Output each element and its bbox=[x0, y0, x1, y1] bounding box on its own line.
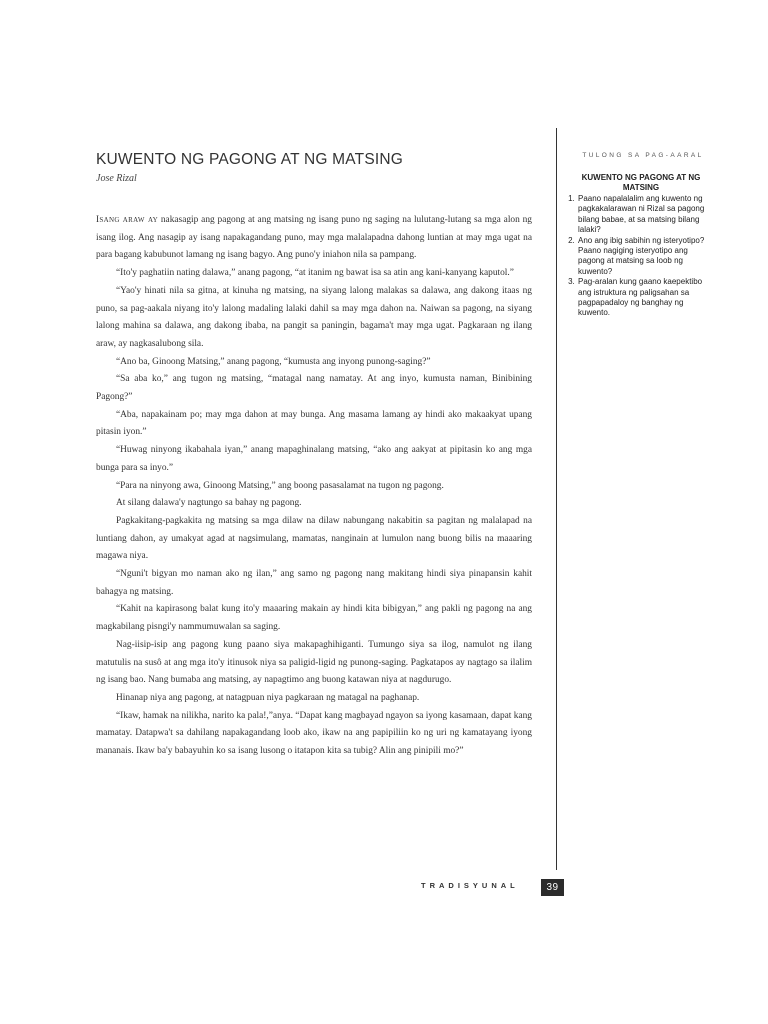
column-divider bbox=[556, 128, 557, 870]
story-paragraph: Hinanap niya ang pagong, at natagpuan niya pagkaraan ng matagal na paghanap. bbox=[116, 692, 420, 703]
story-paragraph: Nag-iisip-isip ang pagong kung paano siya makapaghihiganti. Tumungo siya sa ilog, namulot ng ilang matutulis na susô at ang mga ito'y itinusok niya sa paligid-ligid ng punong-saging. Pagkatapos ay nagtago sa ilalim ng isang bao. Nang bumaba ang matsing, ay napagtimo ang buong katawan niya at nagdurugo. bbox=[96, 639, 532, 686]
sidebar-label: TULONG SA PAG-AARAL bbox=[582, 152, 704, 159]
main-column bbox=[96, 151, 532, 761]
story-paragraph: “Ano ba, Ginoong Matsing,” anang pagong, “kumusta ang inyong punong-saging?” bbox=[116, 356, 431, 367]
first-paragraph-text: nakasagip ang pagong at ang matsing ng isang puno ng saging na lulutang-lutang sa mga alon ng isang ilog. Ang nasagip ay isang napakagandang puno, may mga malalapadna dahong luntian at may mga ugat na para bagang kabubunot lamang ng isang bagyo. Ang puno'y iniahon nila sa pampang. bbox=[96, 215, 532, 261]
question-item: 1. Paano napalalalim ang kuwento ng pagkakalarawan ni Rizal sa pagong bilang babae, at sa matsing bilang lalaki? bbox=[577, 194, 713, 236]
footer-section-label: TRADISYUNAL bbox=[421, 881, 519, 890]
story-paragraph: “Ito'y paghatiin nating dalawa,” anang pagong, “at itanim ng bawat isa sa atin ang kani-kanyang kaputol.” bbox=[116, 268, 514, 279]
story-title: KUWENTO NG PAGONG AT NG MATSING bbox=[96, 151, 404, 168]
story-paragraph: “Para na ninyong awa, Ginoong Matsing,” ang boong pasasalamat na tugon ng pagong. bbox=[116, 480, 444, 491]
page-number: 39 bbox=[541, 879, 564, 896]
drop-lead: Isang araw ay bbox=[96, 215, 159, 225]
question-item: 3. Pag-aralan kung gaano kaepektibo ang istruktura ng paligsahan sa pagpapadaloy ng banghay ng kuwento. bbox=[577, 277, 713, 319]
story-paragraph: “Kahit na kapirasong balat kung ito'y maaaring makain ay hindi kita bibigyan,” ang pakli ng pagong na ang magkabilang pisngi'y nammumuwalan sa saging. bbox=[96, 604, 532, 633]
story-author: Jose Rizal bbox=[96, 173, 137, 184]
question-list bbox=[563, 194, 713, 319]
story-paragraph: “Ikaw, hamak na nilikha, narito ka pala!,”anya. “Dapat kang magbayad ngayon sa iyong kasamaan, dapat kang mamatay. Datapwa't sa dahilang napakagandang loob ako, ikaw na ang papipiliin ko ng uri ng kamatayang iyong mananais. Ikaw ba'y babayuhin ko sa isang lusong o itatapon kita sa tubig? Alin ang pinipili mo?” bbox=[96, 710, 532, 757]
story-body bbox=[96, 212, 532, 761]
story-paragraph: “Aba, napakainam po; may mga dahon at may bunga. Ang masama lamang ay hindi ako makaakyat upang pitasin iyon.” bbox=[96, 409, 532, 438]
story-paragraph: “Nguni't bigyan mo naman ako ng ilan,” ang samo ng pagong nang makitang hindi siya pinapansin kahit bahagya ng matsing. bbox=[96, 569, 532, 597]
story-paragraph: At silang dalawa'y nagtungo sa bahay ng pagong. bbox=[116, 498, 302, 509]
story-paragraph bbox=[96, 212, 532, 265]
sidebar-heading: KUWENTO NG PAGONG AT NG MATSING bbox=[581, 173, 701, 192]
study-sidebar bbox=[563, 152, 713, 319]
question-item: 2. Ano ang ibig sabihin ng isteryotipo? Paano nagiging isteryotipo ang pagong at matsing sa loob ng kuwento? bbox=[577, 236, 713, 278]
story-paragraph: “Huwag ninyong ikabahala iyan,” anang mapaghinalang matsing, “ako ang aakyat at pipitasin ko ang mga bunga para sa inyo.” bbox=[96, 445, 532, 473]
story-paragraph: “Sa aba ko,” ang tugon ng matsing, “matagal nang namatay. At ang inyo, kumusta naman, Binibining Pagong?” bbox=[96, 374, 532, 403]
story-paragraph: Pagkakitang-pagkakita ng matsing sa mga dilaw na dilaw nabungang nakabitin sa pagitan ng malalapad na luntiang dahon, ay umakyat agad at nagsimulang, mamatas, nanginain at lumulon nang buong bilis na maaaring magawa niya. bbox=[96, 515, 532, 562]
story-paragraph: “Yao'y hinati nila sa gitna, at kinuha ng matsing, na siyang lalong malakas sa dalawa, ang dakong itaas ng puno, sa pag-aakala niyang ito'y lalong madaling lalaki dahil sa may mga dahon na. Naiwan sa pagong, na siyang lalong mahina sa dalawa, ang dakong ibaba, na pangit sa paningin, bagama't may mga ugat. Pagkaraan ng ilang araw, ay nagkasalubong sila. bbox=[96, 285, 532, 349]
